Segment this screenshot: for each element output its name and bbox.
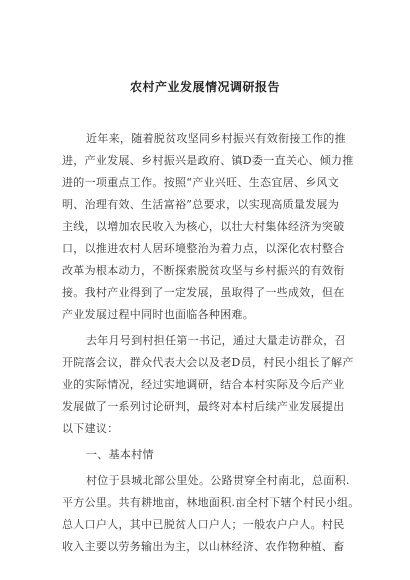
document-title: 农村产业发展情况调研报告 bbox=[129, 80, 280, 94]
body-line: 发展做了一系列讨论研判，最终对本村后续产业发展提出 bbox=[62, 400, 345, 413]
body-line: 产业发展过程中同时也面临各种困难。 bbox=[62, 308, 255, 321]
body-line: 明、治理有效、生活富裕”总要求，以实现高质量发展为 bbox=[62, 198, 340, 211]
body-line: 改革为根本动力，不断探索脱贫攻坚与乡村振兴的有效衔 bbox=[62, 264, 345, 277]
body-line: 近年来，随着脱贫攻坚同乡村振兴有效衔接工作的推 bbox=[86, 132, 346, 145]
body-line: 去年月号到村担任第一书记，通过大量走访群众，召 bbox=[86, 334, 346, 347]
body-line: 口，以推进农村人居环境整治为着力点，以深化农村整合 bbox=[62, 242, 345, 255]
body-line: 接。我村产业得到了一定发展，虽取得了一些成效，但在 bbox=[62, 286, 345, 299]
section-heading: 一、基本村情 bbox=[86, 448, 154, 461]
body-line: 平方公里。共有耕地亩，林地面积.亩全村下辖个村民小组。 bbox=[62, 496, 360, 509]
body-line: 总人口户人，其中已脱贫人口户人；一般农户户人。村民 bbox=[62, 518, 345, 531]
body-line: 进，产业发展、乡村振兴是政府、镇D委一直关心、倾力推 bbox=[62, 154, 354, 167]
body-line: 村位于县城北部公里处。公路贯穿全村南北，总面积. bbox=[86, 474, 350, 487]
body-line: 以下建议： bbox=[62, 422, 119, 435]
body-line: 开院落会议，群众代表大会以及老D员，村民小组长了解产 bbox=[62, 356, 354, 369]
body-line: 收入主要以劳务输出为主，以山林经济、农作物种植、畜 bbox=[62, 540, 345, 553]
body-line: 主线，以增加农民收入为核心，以壮大村集体经济为突破 bbox=[62, 220, 345, 233]
body-line: 业的实际情况，经过实地调研，结合本村实际及今后产业 bbox=[62, 378, 345, 391]
body-line: 进的一项重点工作。按照“产业兴旺、生态宜居、乡风文 bbox=[62, 176, 340, 189]
